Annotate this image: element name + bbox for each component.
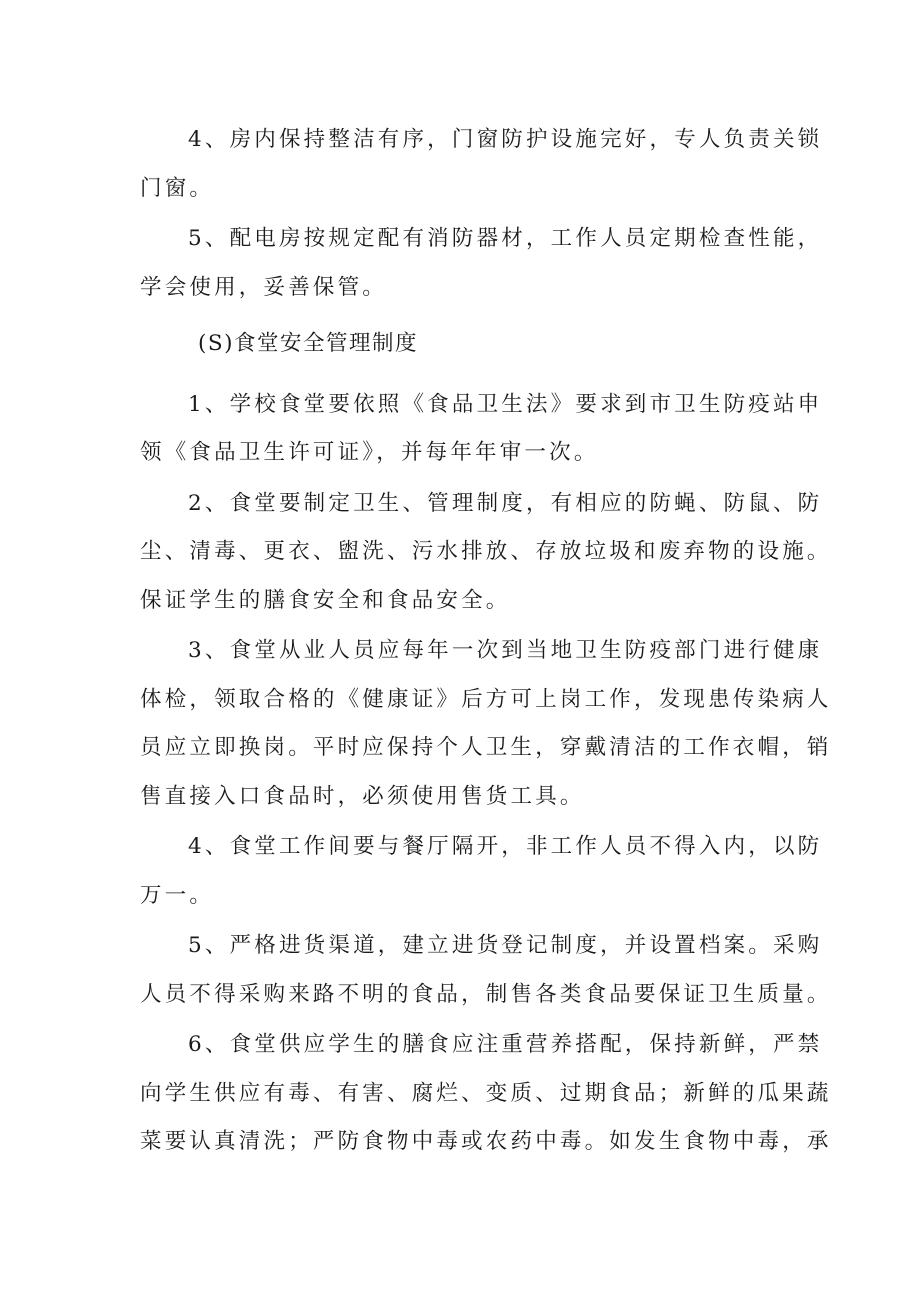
main-paragraphs bbox=[140, 381, 832, 1167]
paragraph-line: 菜要认真清洗；严防食物中毒或农药中毒。如发生食物中毒，承 bbox=[140, 1129, 832, 1154]
paragraph-line: 门窗。 bbox=[140, 175, 215, 201]
paragraph-line: 4、房内保持整洁有序，门窗防护设施完好，专人负责关锁 bbox=[188, 127, 823, 152]
paragraph-line: 3、食堂从业人员应每年一次到当地卫生防疫部门进行健康 bbox=[188, 638, 823, 663]
paragraph-line: 学会使用，妥善保管。 bbox=[140, 274, 388, 300]
paragraph bbox=[140, 922, 832, 1019]
paragraph bbox=[140, 1021, 832, 1167]
paragraph-line: 人员不得采购来路不明的食品，制售各类食品要保证卫生质量。 bbox=[140, 981, 832, 1007]
paragraph-line: 体检，领取合格的《健康证》后方可上岗工作，发现患传染病人 bbox=[140, 686, 832, 712]
paragraph bbox=[140, 116, 823, 213]
paragraph-line: 万一。 bbox=[140, 882, 215, 908]
paragraph bbox=[140, 627, 832, 821]
paragraph bbox=[140, 480, 832, 626]
paragraph-line: 员应立即换岗。平时应保持个人卫生，穿戴清洁的工作衣帽，销 bbox=[140, 735, 832, 760]
paragraph-line: 保证学生的膳食安全和食品安全。 bbox=[140, 587, 511, 613]
paragraph-line: 4、食堂工作间要与餐厅隔开，非工作人员不得入内，以防 bbox=[188, 834, 823, 859]
paragraph-line: 5、严格进货渠道，建立进货登记制度，并设置档案。采购 bbox=[188, 933, 823, 958]
paragraph-line: 领《食品卫生许可证》，并每年年审一次。 bbox=[140, 440, 599, 465]
paragraph-line: 5、配电房按规定配有消防器材，工作人员定期检查性能， bbox=[188, 226, 823, 251]
paragraph bbox=[140, 215, 823, 312]
paragraph-line: 1、学校食堂要依照《食品卫生法》要求到市卫生防疫站申 bbox=[188, 391, 823, 417]
paragraph bbox=[140, 381, 823, 478]
top-paragraphs bbox=[140, 116, 823, 312]
paragraph-line: 向学生供应有毒、有害、腐烂、变质、过期食品；新鲜的瓜果蔬 bbox=[140, 1080, 832, 1106]
section-heading: (S)食堂安全管理制度 bbox=[198, 331, 419, 356]
paragraph-line: 售直接入口食品时，必须使用售货工具。 bbox=[140, 783, 585, 809]
paragraph-line: 尘、清毒、更衣、盥洗、污水排放、存放垃圾和废弃物的设施。 bbox=[140, 539, 832, 564]
paragraph-line: 2、食堂要制定卫生、管理制度，有相应的防蝇、防鼠、防 bbox=[188, 490, 823, 516]
paragraph bbox=[140, 823, 823, 920]
paragraph-line: 6、食堂供应学生的膳食应注重营养搭配，保持新鲜，严禁 bbox=[188, 1032, 823, 1057]
document-page bbox=[140, 116, 832, 1169]
